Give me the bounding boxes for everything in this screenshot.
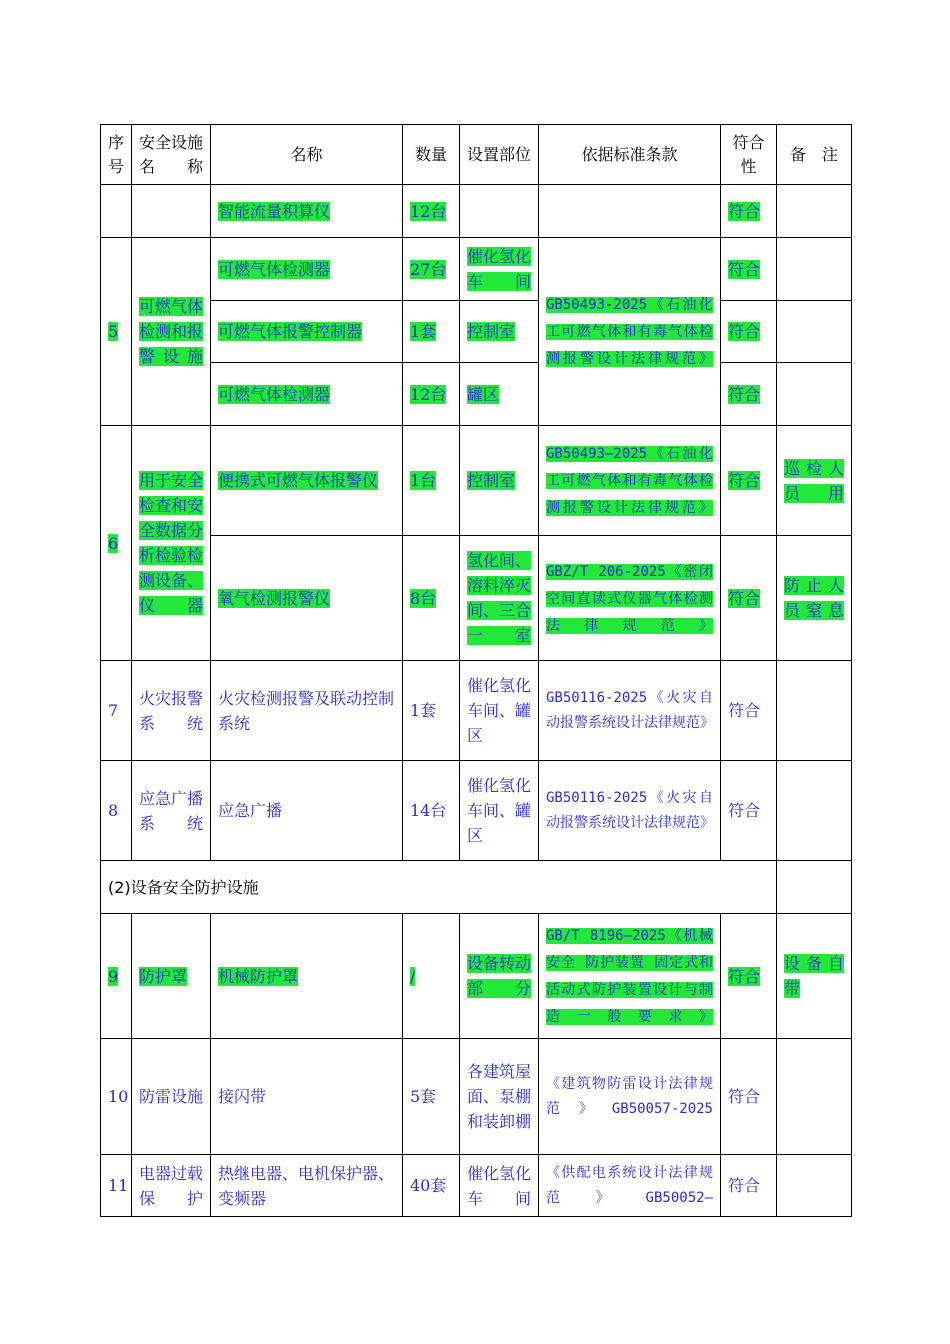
cell-location: 设备转动部分 (460, 914, 539, 1039)
table-row (101, 914, 852, 1039)
header-remark: 备 注 (777, 125, 852, 185)
cell-remark (777, 861, 852, 914)
cell-standard: 《建筑物防雷设计法律规范》GB50057-2025 (539, 1039, 721, 1155)
cell-name: 应急广播 (211, 761, 403, 861)
header-standard: 依据标准条款 (539, 125, 721, 185)
table-row (101, 661, 852, 761)
table-row (101, 363, 852, 426)
header-location: 设置部位 (460, 125, 539, 185)
cell-seq (101, 185, 132, 238)
cell-qty: 1套 (403, 301, 460, 363)
section-row (101, 861, 852, 914)
cell-name: 机械防护罩 (211, 914, 403, 1039)
section-heading: (2)设备安全防护设施 (101, 861, 777, 914)
cell-qty: 8台 (403, 536, 460, 661)
cell-name: 便携式可燃气体报警仪 (211, 426, 403, 536)
table-row (101, 1039, 852, 1155)
cell-seq: 10 (101, 1039, 132, 1155)
cell-conform: 符合 (721, 1039, 777, 1155)
cell-conform: 符合 (721, 363, 777, 426)
table-row (101, 301, 852, 363)
cell-conform: 符合 (721, 426, 777, 536)
cell-facility: 电器过载保护 (132, 1155, 211, 1217)
header-row (101, 125, 852, 185)
header-conform: 符合性 (721, 125, 777, 185)
cell-standard: GB50493—2025《石油化工可燃气体和有毒气体检测报警设计法律规范》 (539, 426, 721, 536)
cell-remark: 防止人员窒息 (777, 536, 852, 661)
cell-conform: 符合 (721, 914, 777, 1039)
cell-conform: 符合 (721, 238, 777, 301)
cell-remark (777, 761, 852, 861)
cell-facility: 火灾报警系统 (132, 661, 211, 761)
cell-name: 智能流量积算仪 (211, 185, 403, 238)
cell-qty: 1台 (403, 426, 460, 536)
cell-qty: 14台 (403, 761, 460, 861)
cell-facility: 用于安全检查和安全数据分析检验检测设备、仪器 (132, 426, 211, 661)
cell-location: 控制室 (460, 301, 539, 363)
cell-name: 可燃气体报警控制器 (211, 301, 403, 363)
table-row (101, 536, 852, 661)
cell-remark (777, 185, 852, 238)
cell-remark (777, 301, 852, 363)
cell-qty: 12台 (403, 363, 460, 426)
cell-remark (777, 363, 852, 426)
cell-qty: 40套 (403, 1155, 460, 1217)
cell-remark (777, 238, 852, 301)
header-facility: 安全设施名称 (132, 125, 211, 185)
cell-location: 催化氢化车间 (460, 1155, 539, 1217)
cell-conform: 符合 (721, 1155, 777, 1217)
cell-name: 接闪带 (211, 1039, 403, 1155)
cell-conform: 符合 (721, 761, 777, 861)
cell-qty: 12台 (403, 185, 460, 238)
cell-location: 罐区 (460, 363, 539, 426)
cell-conform: 符合 (721, 536, 777, 661)
cell-name: 可燃气体检测器 (211, 238, 403, 301)
cell-facility: 防护罩 (132, 914, 211, 1039)
cell-facility: 可燃气体检测和报警设施 (132, 238, 211, 426)
cell-seq: 8 (101, 761, 132, 861)
cell-qty: 27台 (403, 238, 460, 301)
header-qty: 数量 (403, 125, 460, 185)
cell-conform: 符合 (721, 185, 777, 238)
cell-facility (132, 185, 211, 238)
cell-location: 催化氢化车间、罐区 (460, 761, 539, 861)
cell-name: 热继电器、电机保护器、变频器 (211, 1155, 403, 1217)
cell-standard: GB50116-2025《火灾自动报警系统设计法律规范》 (539, 661, 721, 761)
cell-seq: 11 (101, 1155, 132, 1217)
header-name: 名称 (211, 125, 403, 185)
cell-qty: 1套 (403, 661, 460, 761)
cell-location (460, 185, 539, 238)
cell-conform: 符合 (721, 661, 777, 761)
cell-seq: 5 (101, 238, 132, 426)
cell-qty: 5套 (403, 1039, 460, 1155)
safety-facilities-table (100, 124, 852, 1217)
cell-facility: 应急广播系统 (132, 761, 211, 861)
table-row (101, 761, 852, 861)
cell-remark (777, 1155, 852, 1217)
cell-facility: 防雷设施 (132, 1039, 211, 1155)
cell-conform: 符合 (721, 301, 777, 363)
cell-standard: GB50493-2025《石油化工可燃气体和有毒气体检测报警设计法律规范》 (539, 238, 721, 426)
cell-seq: 9 (101, 914, 132, 1039)
cell-standard (539, 185, 721, 238)
cell-standard: GBZ/T 206-2025《密闭空间直读式仪器气体检测法律规范》 (539, 536, 721, 661)
cell-remark: 巡检人员用 (777, 426, 852, 536)
cell-name: 火灾检测报警及联动控制系统 (211, 661, 403, 761)
cell-name: 氧气检测报警仪 (211, 536, 403, 661)
cell-qty: / (403, 914, 460, 1039)
table-row (101, 185, 852, 238)
cell-seq: 6 (101, 426, 132, 661)
cell-seq: 7 (101, 661, 132, 761)
cell-location: 催化氢化车间 (460, 238, 539, 301)
table-row (101, 426, 852, 536)
table-row (101, 238, 852, 301)
cell-standard: 《供配电系统设计法律规范》GB50052— (539, 1155, 721, 1217)
cell-name: 可燃气体检测器 (211, 363, 403, 426)
cell-remark (777, 1039, 852, 1155)
table-row (101, 1155, 852, 1217)
cell-standard: GB50116-2025《火灾自动报警系统设计法律规范》 (539, 761, 721, 861)
cell-remark (777, 661, 852, 761)
cell-location: 各建筑屋面、泵棚和装卸棚 (460, 1039, 539, 1155)
cell-remark: 设备自带 (777, 914, 852, 1039)
cell-location: 控制室 (460, 426, 539, 536)
cell-location: 催化氢化车间、罐区 (460, 661, 539, 761)
cell-location: 氢化间、溶料淬灭间、三合一室 (460, 536, 539, 661)
header-seq: 序号 (101, 125, 132, 185)
cell-standard: GB/T 8196—2025《机械安全 防护装置 固定式和活动式防护装置设计与制造一般要求》 (539, 914, 721, 1039)
